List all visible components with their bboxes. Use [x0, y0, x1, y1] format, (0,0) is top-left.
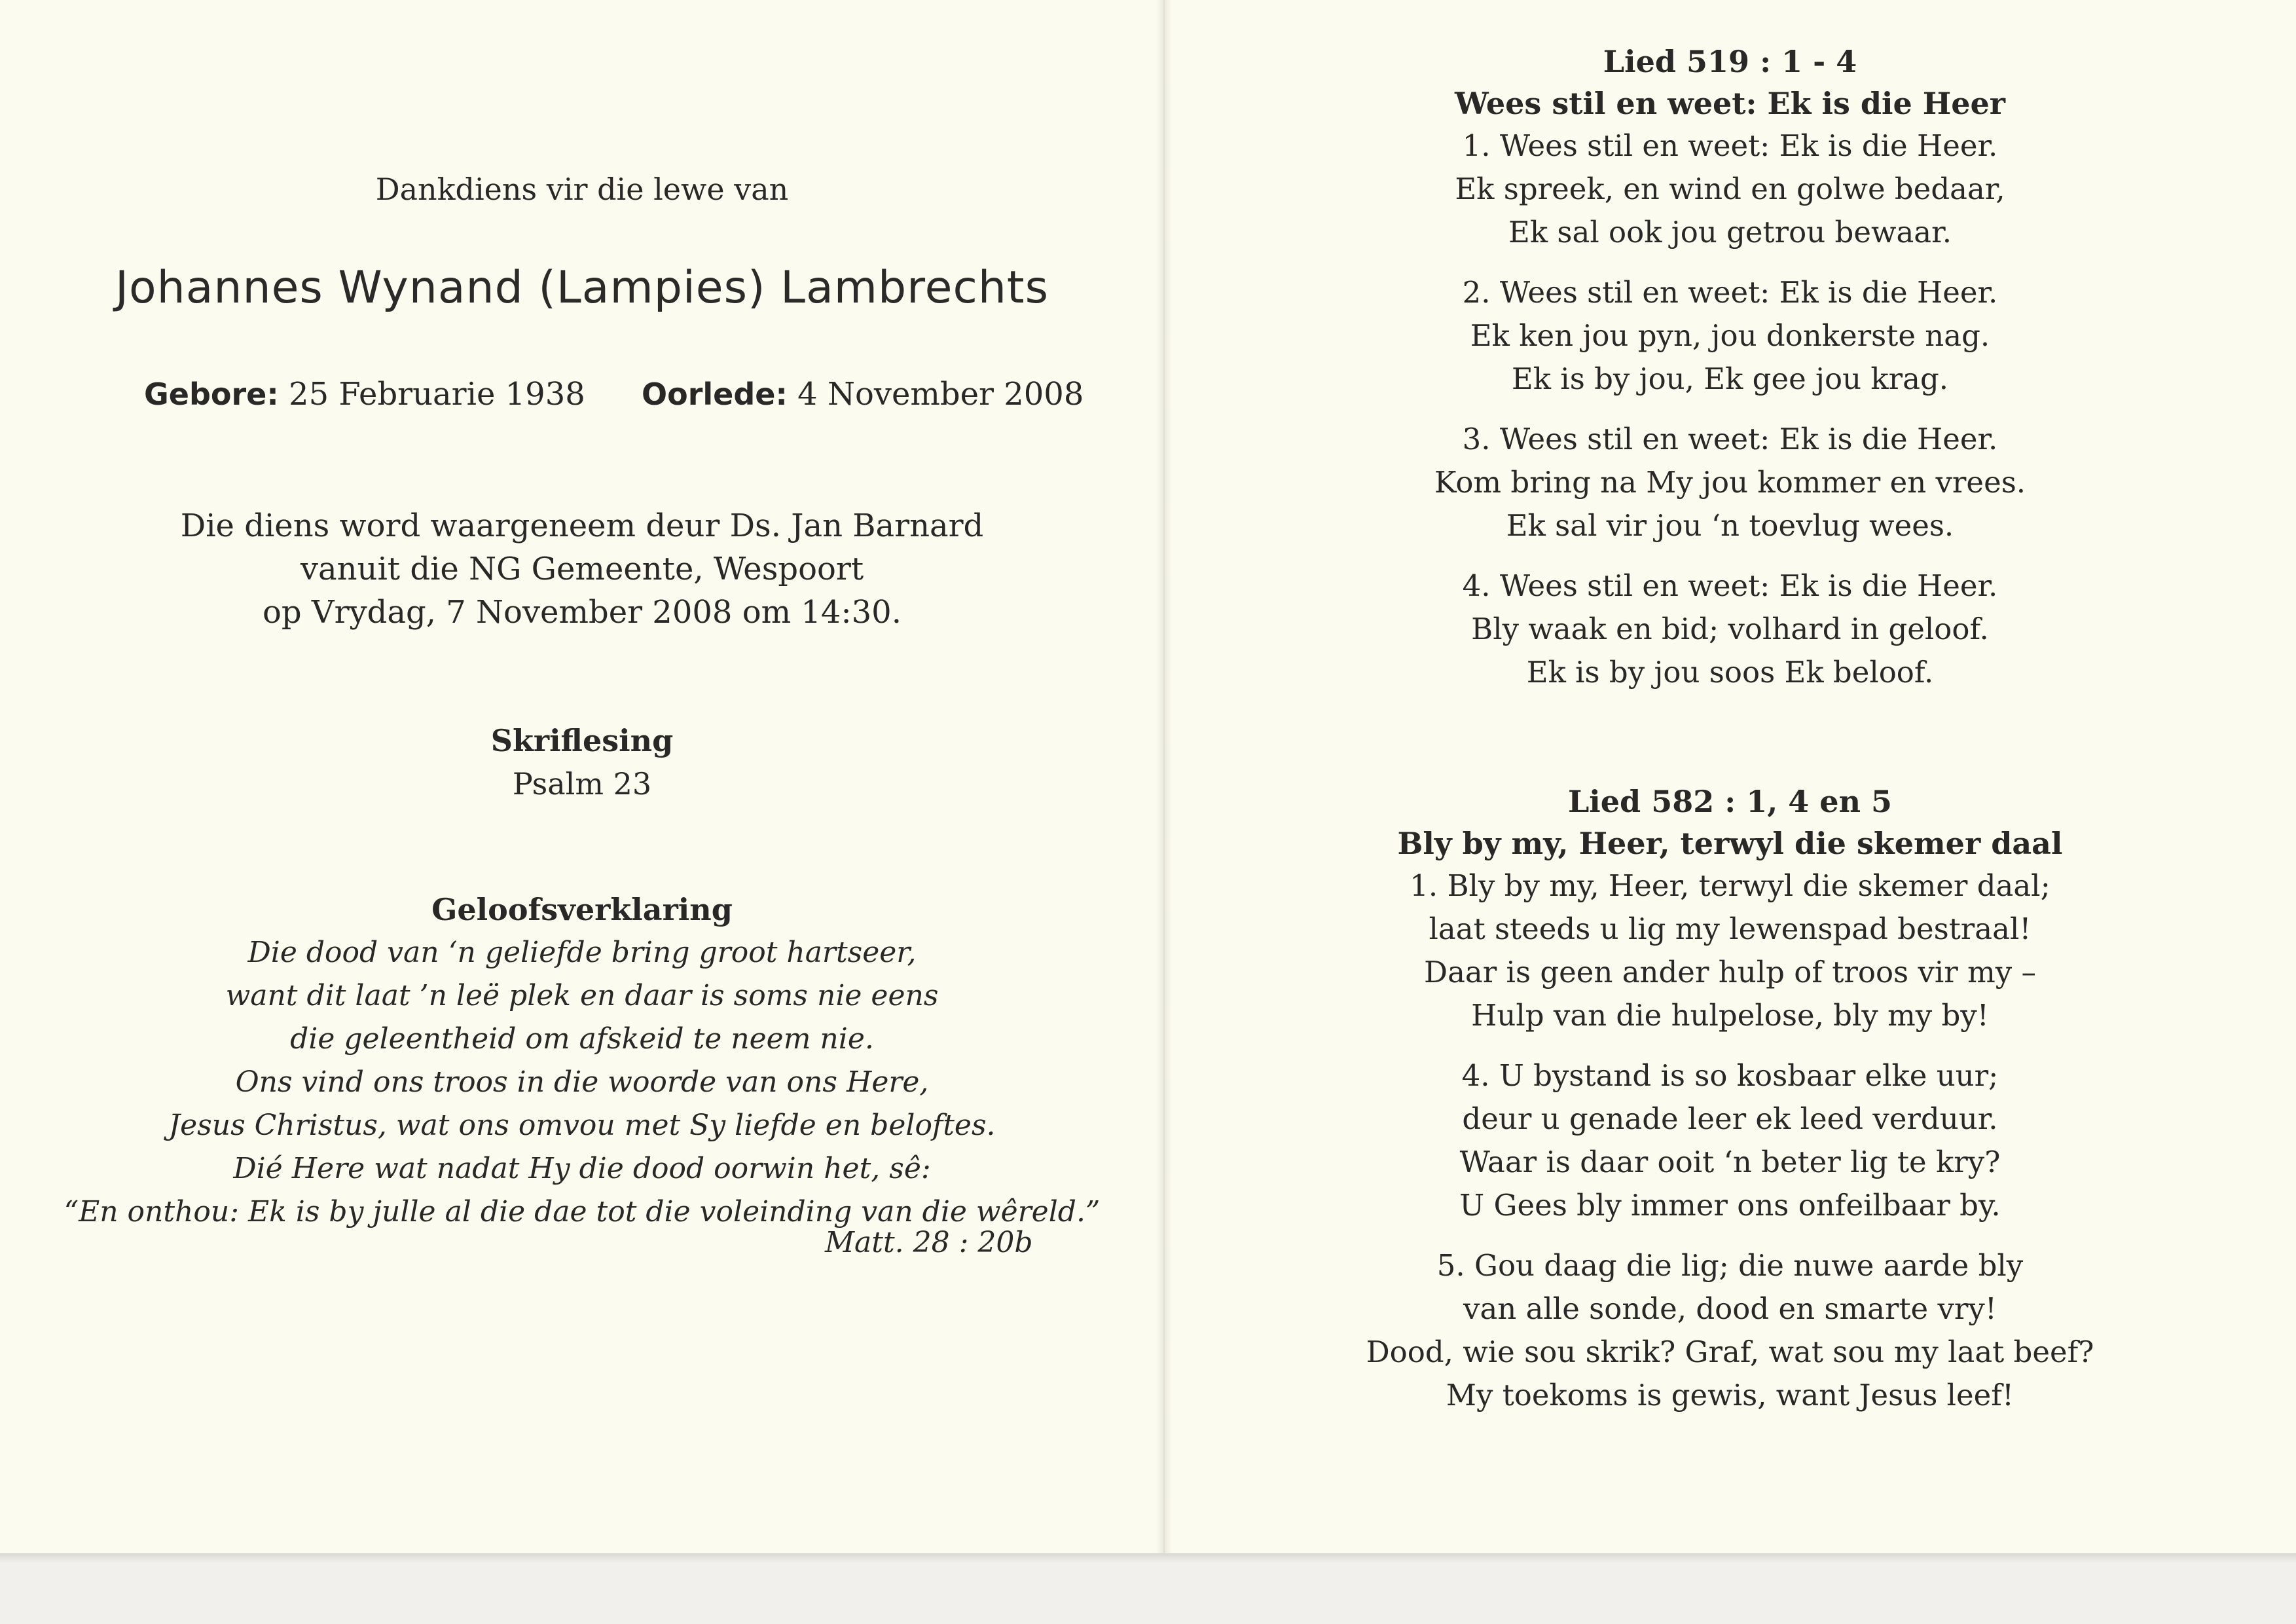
- death-label: Oorlede:: [642, 377, 788, 412]
- verse-line: 2. Wees stil en weet: Ek is die Heer.: [1462, 275, 1998, 310]
- hymn-verse: [1164, 124, 2296, 254]
- hymn-582: [1164, 781, 2296, 1417]
- reading-text: Psalm 23: [512, 766, 652, 802]
- verse-line: Bly waak en bid; volhard in geloof.: [1471, 612, 1989, 646]
- death-date: 4 November 2008: [797, 376, 1084, 413]
- verse-line: Ek ken jou pyn, jou donkerste nag.: [1470, 318, 1990, 353]
- hymn-519: [1164, 41, 2296, 694]
- service-line: vanuit die NG Gemeente, Wespoort: [300, 551, 864, 587]
- creed-line: want dit laat ’n leë plek en daar is soms nie eens: [225, 979, 939, 1012]
- verse-line: 3. Wees stil en weet: Ek is die Heer.: [1462, 422, 1998, 456]
- verse-line: Waar is daar ooit ‘n beter lig te kry?: [1459, 1145, 2001, 1179]
- verse-line: Ek is by jou soos Ek beloof.: [1526, 655, 1934, 690]
- verse-line: deur u genade leer ek leed verduur.: [1462, 1101, 1998, 1136]
- hymn-number: Lied 519 : 1 - 4: [1603, 44, 1857, 79]
- creed-line: Jesus Christus, wat ons omvou met Sy liefde en beloftes.: [168, 1109, 996, 1142]
- intro-text: Dankdiens vir die lewe van: [375, 172, 789, 207]
- verse-line: 1. Bly by my, Heer, terwyl die skemer daal;: [1410, 868, 2050, 903]
- verse-line: Ek sal ook jou getrou bewaar.: [1508, 215, 1952, 249]
- hymn-title: Wees stil en weet: Ek is die Heer: [1454, 86, 2006, 121]
- creed-line: die geleentheid om afskeid te neem nie.: [290, 1022, 874, 1056]
- birth-info: [144, 376, 585, 413]
- creed-section: [0, 888, 1164, 1234]
- verse-line: laat steeds u lig my lewenspad bestraal!: [1429, 912, 2032, 946]
- verse-line: van alle sonde, dood en smarte vry!: [1463, 1291, 1997, 1326]
- verse-line: 1. Wees stil en weet: Ek is die Heer.: [1462, 128, 1998, 163]
- service-line: Die diens word waargeneem deur Ds. Jan Barnard: [180, 507, 984, 544]
- verse-line: Hulp van die hulpelose, bly my by!: [1471, 998, 1989, 1033]
- reading-heading: Skriflesing: [490, 723, 674, 758]
- bottom-shadow: [0, 1553, 2296, 1562]
- hymn-verse: [1164, 271, 2296, 401]
- hymn-number: Lied 582 : 1, 4 en 5: [1567, 784, 1893, 819]
- service-line: op Vrydag, 7 November 2008 om 14:30.: [263, 594, 902, 631]
- verse-line: U Gees bly immer ons onfeilbaar by.: [1459, 1188, 2001, 1223]
- creed-line: Dié Here wat nadat Hy die dood oorwin het, sê:: [233, 1152, 931, 1185]
- verse-line: Kom bring na My jou kommer en vrees.: [1434, 465, 2026, 500]
- verse-line: Dood, wie sou skrik? Graf, wat sou my laat beef?: [1366, 1335, 2094, 1369]
- creed-line: Ons vind ons troos in die woorde van ons Here,: [235, 1065, 929, 1099]
- creed-reference: Matt. 28 : 20b: [825, 1226, 1033, 1259]
- verse-line: Ek is by jou, Ek gee jou krag.: [1511, 361, 1949, 396]
- creed-line: Die dood van ‘n geliefde bring groot hartseer,: [247, 936, 917, 969]
- verse-line: 4. U bystand is so kosbaar elke uur;: [1461, 1058, 1999, 1093]
- verse-line: Daar is geen ander hulp of troos vir my –: [1424, 955, 2036, 989]
- service-details: [0, 504, 1164, 634]
- verse-line: Ek sal vir jou ‘n toevlug wees.: [1506, 508, 1954, 543]
- hymn-verse: [1164, 864, 2296, 1037]
- hymn-verse: [1164, 418, 2296, 547]
- birth-label: Gebore:: [144, 377, 279, 412]
- birth-date: 25 Februarie 1938: [289, 376, 585, 413]
- death-info: [642, 376, 1084, 413]
- verse-line: 5. Gou daag die lig; die nuwe aarde bly: [1436, 1248, 2024, 1283]
- creed-line: “En onthou: Ek is by julle al die dae tot die voleinding van die wêreld.”: [64, 1195, 1101, 1228]
- verse-line: Ek spreek, en wind en golwe bedaar,: [1455, 172, 2005, 206]
- creed-heading: Geloofsverklaring: [431, 892, 733, 927]
- verse-line: 4. Wees stil en weet: Ek is die Heer.: [1462, 568, 1998, 603]
- hymn-verse: [1164, 1244, 2296, 1417]
- hymn-verse: [1164, 1054, 2296, 1227]
- hymn-verse: [1164, 564, 2296, 694]
- verse-line: My toekoms is gewis, want Jesus leef!: [1446, 1378, 2014, 1412]
- deceased-name: Johannes Wynand (Lampies) Lambrechts: [115, 262, 1049, 314]
- hymn-title: Bly by my, Heer, terwyl die skemer daal: [1397, 826, 2063, 861]
- scripture-reading: [0, 719, 1164, 805]
